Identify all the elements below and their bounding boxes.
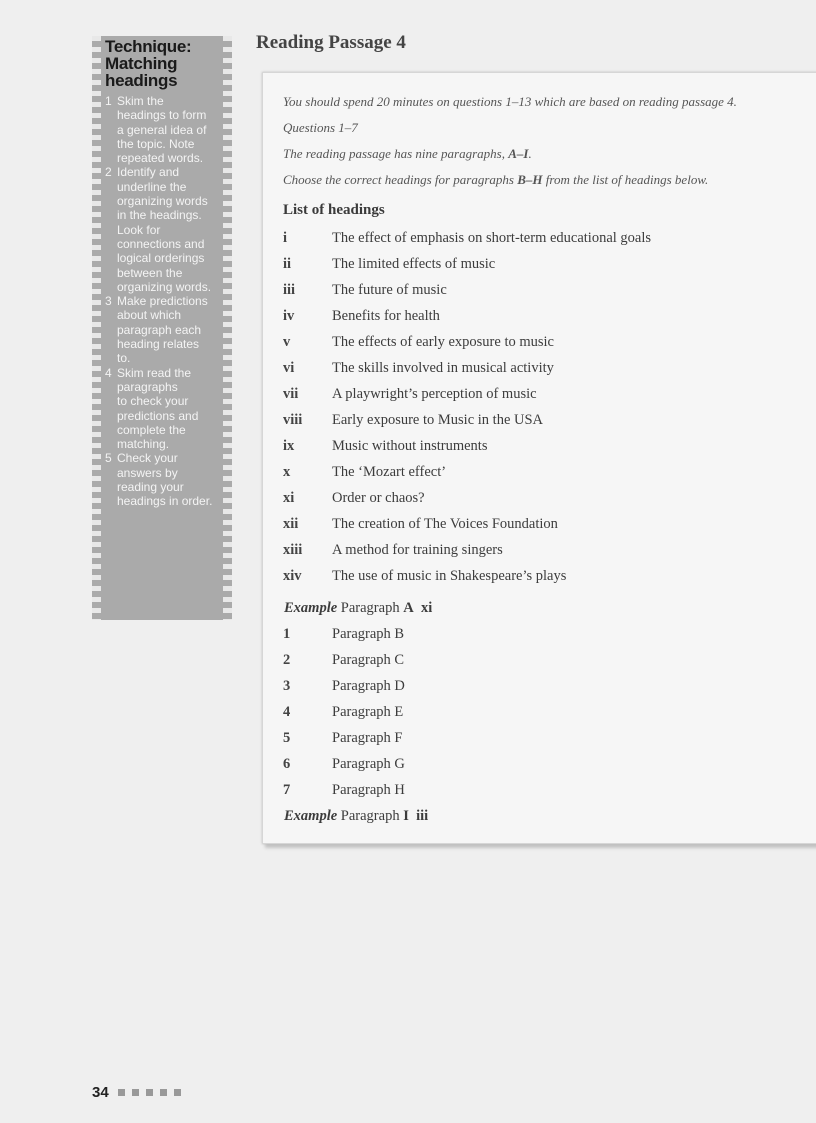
example-word: Example bbox=[284, 600, 338, 616]
step-line: paragraph each bbox=[117, 322, 202, 337]
technique-sidebar bbox=[92, 36, 232, 620]
instruction-text: Choose the correct headings for paragraphs bbox=[283, 172, 518, 187]
step-line: about which bbox=[117, 308, 182, 323]
step-text bbox=[117, 94, 219, 165]
heading-row bbox=[283, 489, 816, 515]
footer-square bbox=[146, 1089, 153, 1096]
step-line: headings to form bbox=[117, 108, 207, 123]
heading-numeral: ii bbox=[283, 256, 292, 272]
question-number: 7 bbox=[283, 782, 291, 798]
heading-text: A playwright’s perception of music bbox=[332, 386, 537, 402]
instruction-text: from the list of headings below. bbox=[542, 172, 709, 187]
heading-row bbox=[283, 411, 816, 437]
list-of-headings-title: List of headings bbox=[283, 202, 385, 218]
step-line: Identify and bbox=[117, 165, 180, 180]
sidebar-right-strip bbox=[223, 36, 232, 620]
question-row bbox=[283, 781, 583, 807]
heading-text: The skills involved in musical activity bbox=[332, 360, 554, 376]
step-line: matching. bbox=[117, 437, 170, 452]
sidebar-title-line: headings bbox=[105, 71, 178, 90]
question-text: Paragraph F bbox=[332, 730, 403, 746]
step-text bbox=[117, 165, 219, 294]
heading-row bbox=[283, 541, 816, 567]
example-word: Example bbox=[284, 808, 338, 824]
question-row bbox=[283, 651, 583, 677]
step-line: logical orderings bbox=[117, 251, 205, 266]
instruction-range: A–I bbox=[508, 146, 529, 161]
step-number: 3 bbox=[105, 294, 112, 309]
heading-text: The limited effects of music bbox=[332, 256, 496, 272]
instruction-time: You should spend 20 minutes on questions 1–13 which are based on reading passage 4. bbox=[283, 94, 737, 109]
footer-square bbox=[132, 1089, 139, 1096]
heading-row bbox=[283, 515, 816, 541]
sidebar-step bbox=[105, 165, 219, 294]
heading-numeral: iv bbox=[283, 308, 295, 324]
step-line: paragraphs bbox=[117, 379, 178, 394]
heading-text: Early exposure to Music in the USA bbox=[332, 412, 544, 428]
example-answer: xi bbox=[420, 600, 433, 616]
question-number: 1 bbox=[283, 626, 291, 642]
heading-text: The effect of emphasis on short-term educational goals bbox=[332, 230, 652, 246]
sidebar-step bbox=[105, 451, 219, 508]
sidebar-title-line: Technique: bbox=[105, 37, 192, 56]
step-text bbox=[117, 366, 219, 452]
sidebar-step bbox=[105, 94, 219, 165]
heading-text: The effects of early exposure to music bbox=[332, 334, 554, 350]
question-row bbox=[283, 729, 583, 755]
heading-text: The use of music in Shakespeare’s plays bbox=[332, 568, 567, 584]
page-number: 34 bbox=[92, 1084, 109, 1101]
step-line: Check your bbox=[117, 451, 178, 466]
question-number: 4 bbox=[283, 704, 291, 720]
step-line: reading your bbox=[117, 480, 184, 495]
questions-list bbox=[283, 625, 583, 807]
question-row bbox=[283, 677, 583, 703]
example-letter: A bbox=[403, 600, 414, 616]
heading-numeral: viii bbox=[283, 412, 303, 428]
step-number: 1 bbox=[105, 94, 112, 108]
heading-numeral: xiii bbox=[283, 542, 303, 558]
heading-numeral: ix bbox=[283, 438, 295, 454]
instruction-range: B–H bbox=[517, 172, 543, 187]
step-line: Skim the bbox=[117, 94, 164, 108]
example-label: Paragraph bbox=[340, 600, 400, 616]
step-line: the topic. Note bbox=[117, 136, 195, 151]
step-line: underline the bbox=[117, 179, 187, 194]
question-row bbox=[283, 703, 583, 729]
step-line: heading relates bbox=[117, 337, 200, 352]
heading-row bbox=[283, 359, 816, 385]
heading-text: A method for training singers bbox=[332, 542, 503, 558]
step-line: answers by bbox=[117, 465, 178, 480]
step-line: in the headings. bbox=[117, 208, 202, 223]
heading-row bbox=[283, 229, 816, 255]
page-title: Reading Passage 4 bbox=[256, 32, 406, 53]
heading-text: Benefits for health bbox=[332, 308, 440, 324]
example-top bbox=[284, 600, 432, 617]
heading-numeral: i bbox=[283, 230, 288, 246]
heading-row bbox=[283, 333, 816, 359]
question-text: Paragraph B bbox=[332, 626, 405, 642]
step-line: complete the bbox=[117, 422, 186, 437]
step-line: headings in order. bbox=[117, 494, 213, 509]
question-row bbox=[283, 625, 583, 651]
question-text: Paragraph D bbox=[332, 678, 405, 694]
step-line: to. bbox=[117, 351, 131, 366]
heading-row bbox=[283, 281, 816, 307]
step-number: 2 bbox=[105, 165, 112, 180]
step-line: repeated words. bbox=[117, 151, 204, 166]
step-line: to check your bbox=[117, 394, 189, 409]
heading-row bbox=[283, 255, 816, 281]
sidebar-steps bbox=[105, 94, 219, 509]
heading-numeral: x bbox=[283, 464, 291, 480]
heading-text: Music without instruments bbox=[332, 438, 488, 454]
step-line: organizing words bbox=[117, 194, 208, 209]
example-bottom bbox=[284, 808, 428, 825]
heading-numeral: v bbox=[283, 334, 291, 350]
instruction-choose bbox=[283, 172, 708, 188]
heading-row bbox=[283, 307, 816, 333]
question-card bbox=[262, 72, 816, 844]
step-line: connections and bbox=[117, 236, 205, 251]
step-line: organizing words. bbox=[117, 279, 212, 294]
step-line: between the bbox=[117, 265, 183, 280]
sidebar-title-line: Matching bbox=[105, 54, 178, 73]
heading-row bbox=[283, 567, 816, 593]
question-number: 5 bbox=[283, 730, 291, 746]
step-number: 4 bbox=[105, 365, 112, 380]
sidebar-step bbox=[105, 294, 219, 365]
step-text bbox=[117, 451, 219, 508]
heading-text: The ‘Mozart effect’ bbox=[332, 464, 447, 480]
heading-row bbox=[283, 463, 816, 489]
step-number: 5 bbox=[105, 451, 112, 466]
question-text: Paragraph C bbox=[332, 652, 405, 668]
example-answer: iii bbox=[416, 808, 429, 824]
heading-row bbox=[283, 437, 816, 463]
footer-square bbox=[174, 1089, 181, 1096]
step-line: a general idea of bbox=[117, 122, 207, 137]
heading-numeral: vii bbox=[283, 386, 299, 402]
headings-list bbox=[283, 229, 816, 593]
sidebar-left-strip bbox=[92, 36, 101, 620]
example-label: Paragraph bbox=[340, 808, 400, 824]
question-number: 6 bbox=[283, 756, 291, 772]
sidebar-content bbox=[105, 38, 219, 509]
step-line: Look for bbox=[117, 222, 161, 237]
heading-numeral: xiv bbox=[283, 568, 302, 584]
sidebar-title bbox=[105, 38, 219, 89]
heading-numeral: xi bbox=[283, 490, 295, 506]
instruction-paragraphs bbox=[283, 146, 532, 162]
question-row bbox=[283, 755, 583, 781]
step-line: predictions and bbox=[117, 408, 199, 423]
instruction-text: . bbox=[528, 146, 532, 161]
question-text: Paragraph H bbox=[332, 782, 405, 798]
question-number: 3 bbox=[283, 678, 291, 694]
instruction-text: The reading passage has nine paragraphs, bbox=[283, 146, 509, 161]
instruction-questions: Questions 1–7 bbox=[283, 120, 358, 135]
step-line: Skim read the bbox=[117, 365, 192, 380]
question-number: 2 bbox=[283, 652, 291, 668]
heading-text: The creation of The Voices Foundation bbox=[332, 516, 558, 532]
step-text bbox=[117, 294, 219, 365]
footer-square bbox=[118, 1089, 125, 1096]
heading-row bbox=[283, 385, 816, 411]
example-letter: I bbox=[403, 808, 409, 824]
question-text: Paragraph G bbox=[332, 756, 405, 772]
sidebar-step bbox=[105, 366, 219, 452]
footer-square bbox=[160, 1089, 167, 1096]
heading-numeral: xii bbox=[283, 516, 299, 532]
heading-numeral: iii bbox=[283, 282, 296, 298]
heading-text: Order or chaos? bbox=[332, 490, 425, 506]
step-line: Make predictions bbox=[117, 294, 208, 309]
footer-decoration bbox=[118, 1089, 181, 1096]
heading-text: The future of music bbox=[332, 282, 447, 298]
heading-numeral: vi bbox=[283, 360, 295, 376]
question-text: Paragraph E bbox=[332, 704, 404, 720]
